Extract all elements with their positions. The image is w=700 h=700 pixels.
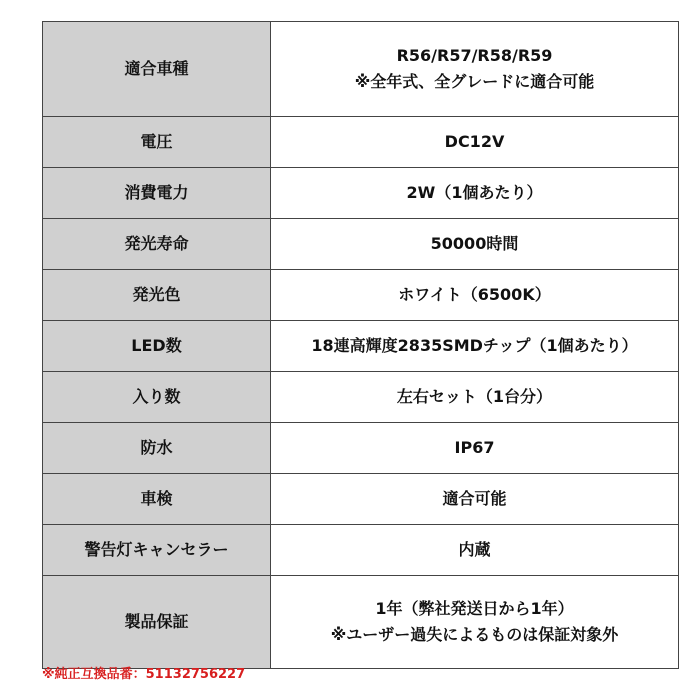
value-line: 適合可能 [442, 489, 507, 509]
value-line: 18連高輝度2835SMDチップ（1個あたり） [311, 336, 638, 356]
table-row [43, 372, 679, 423]
value-line: 内蔵 [458, 540, 491, 560]
row-label-canceller: 警告灯キャンセラー [43, 525, 271, 576]
value-line: 50000時間 [430, 234, 519, 254]
value-line: 1年（弊社発送日から1年） [375, 599, 574, 619]
table-row [43, 168, 679, 219]
row-label-quantity: 入り数 [43, 372, 271, 423]
table-row [43, 117, 679, 168]
value-line: ※ユーザー過失によるものは保証対象外 [330, 625, 619, 644]
table-row [43, 474, 679, 525]
value-line: 左右セット（1台分） [396, 387, 553, 407]
value-line: ※全年式、全グレードに適合可能 [354, 72, 595, 91]
value-line: IP67 [454, 438, 495, 458]
value-line: 2W（1個あたり） [406, 183, 543, 203]
table-row [43, 525, 679, 576]
row-label-inspection: 車検 [43, 474, 271, 525]
row-label-warranty: 製品保証 [43, 576, 271, 669]
row-label-led-count: LED数 [43, 321, 271, 372]
row-value-warranty [271, 576, 679, 669]
row-value-quantity [271, 372, 679, 423]
row-value-canceller [271, 525, 679, 576]
table-row [43, 576, 679, 669]
row-value-inspection [271, 474, 679, 525]
value-line: ホワイト（6500K） [398, 285, 551, 305]
row-label-waterproof: 防水 [43, 423, 271, 474]
value-line: DC12V [444, 132, 505, 152]
row-label-power: 消費電力 [43, 168, 271, 219]
table-row [43, 423, 679, 474]
row-label-lifetime: 発光寿命 [43, 219, 271, 270]
row-value-power [271, 168, 679, 219]
row-value-led-count [271, 321, 679, 372]
row-value-compatible-models [271, 22, 679, 117]
value-line: R56/R57/R58/R59 [396, 46, 553, 66]
spec-table [42, 21, 679, 669]
row-value-lifetime [271, 219, 679, 270]
table-row [43, 22, 679, 117]
oem-part-number-note: ※純正互換品番：51132756227 [42, 667, 246, 682]
row-label-compatible-models: 適合車種 [43, 22, 271, 117]
row-value-waterproof [271, 423, 679, 474]
row-value-voltage [271, 117, 679, 168]
row-label-voltage: 電圧 [43, 117, 271, 168]
table-row [43, 321, 679, 372]
row-value-color [271, 270, 679, 321]
row-label-color: 発光色 [43, 270, 271, 321]
table-row [43, 270, 679, 321]
table-row [43, 219, 679, 270]
